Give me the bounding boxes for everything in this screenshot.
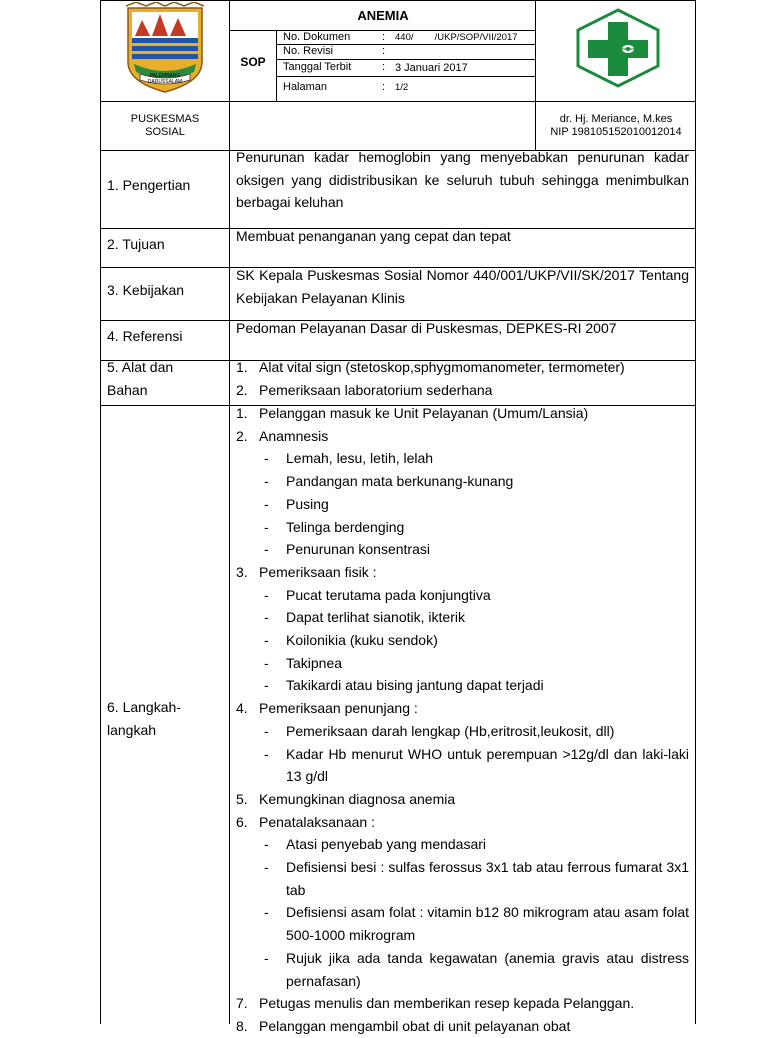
kebijakan-text: SK Kepala Puskesmas Sosial Nomor 440/001/UKP/VII/SK/2017 Tentang Kebijakan Pelayanan Klinis (236, 267, 689, 306)
label-alat-line-2: Bahan (107, 381, 148, 398)
langkah-list (236, 402, 689, 1038)
bullet-dash: - (264, 677, 269, 694)
sub-item (236, 606, 689, 629)
sub-item (236, 516, 689, 539)
list-text: Pemeriksaan laboratorium sederhana (259, 381, 493, 398)
signer-block (537, 113, 695, 139)
step-text: Pemeriksaan fisik : (259, 563, 377, 580)
bullet-dash: - (264, 495, 269, 512)
meta-separator: : (382, 81, 386, 93)
sub-item (236, 674, 689, 697)
sub-text: Takikardi atau bising jantung dapat terjadi (286, 677, 544, 694)
step-item (236, 402, 689, 425)
health-cross-logo (570, 8, 666, 88)
sub-item (236, 493, 689, 516)
sub-text: Penurunan konsentrasi (286, 541, 430, 558)
table-border-left (100, 0, 101, 1024)
sub-text: Pusing (286, 495, 329, 512)
bullet-dash: - (264, 609, 269, 626)
header-bottom-line (100, 101, 696, 102)
table-border-right (695, 0, 696, 1024)
sub-text: Pucat terutama pada konjungtiva (286, 586, 491, 603)
label-tujuan: 2. Tujuan (107, 236, 165, 252)
meta-label: No. Dokumen (283, 31, 351, 43)
step-number: 5. (236, 790, 248, 807)
bullet-dash: - (264, 586, 269, 603)
sub-item (236, 470, 689, 493)
signer-name: dr. Hj. Meriance, M.kes (559, 113, 673, 125)
step-item (236, 788, 689, 811)
meta-separator: : (382, 45, 386, 57)
sub-text: Takipnea (286, 654, 343, 671)
step-text: Kemungkinan diagnosa anemia (259, 790, 456, 807)
step-item (236, 425, 689, 448)
list-number: 2. (236, 381, 248, 398)
step-item (236, 697, 689, 720)
emblem-banner-text: PALEMBANG DARUSSALAM (147, 73, 183, 85)
bullet-dash: - (264, 836, 269, 853)
sub-text: Pemeriksaan darah lengkap (Hb,eritrosit,leukosit, dll) (286, 722, 615, 739)
label-column-divider (229, 0, 230, 1024)
meta-label: Halaman (283, 81, 328, 93)
meta-label: Tanggal Terbit (283, 61, 352, 73)
pengertian-text: Penurunan kadar hemoglobin yang menyebabkan penurunan kadar oksigen yang didistribusikan ke seluruh tubuh sehingga menimbulkan berbagai keluhan (236, 149, 689, 211)
sub-text: Telinga berdenging (286, 518, 405, 535)
sub-text: Pandangan mata berkunang-kunang (286, 473, 514, 490)
step-text: Pelanggan masuk ke Unit Pelayanan (Umum/Lansia) (259, 405, 589, 421)
document-title: ANEMIA (357, 8, 409, 23)
bullet-dash: - (264, 541, 269, 558)
bullet-dash: - (264, 473, 269, 490)
step-text: Petugas menulis dan memberikan resep kepada Pelanggan. (259, 995, 635, 1012)
sub-item (236, 629, 689, 652)
step-number: 7. (236, 995, 248, 1012)
sub-text: Defisiensi asam folat : vitamin b12 80 mikrogram atau asam folat 500-1000 mikrogram (286, 904, 689, 944)
meta-value: 440/ /UKP/SOP/VII/2017 (395, 32, 518, 43)
meta-separator: : (382, 61, 386, 73)
sub-item (236, 947, 689, 992)
signer-nip: NIP 198105152010012014 (550, 126, 682, 138)
sub-text: Lemah, lesu, letih, lelah (286, 450, 434, 467)
bullet-dash: - (264, 904, 269, 921)
label-referensi: 4. Referensi (107, 328, 183, 344)
step-number: 1. (236, 405, 248, 421)
label-pengertian: 1. Pengertian (107, 177, 191, 193)
label-alat-bahan (107, 356, 173, 401)
list-item (236, 379, 689, 402)
sub-item (236, 720, 689, 743)
sub-item (236, 652, 689, 675)
institution-line-1: PUSKESMAS (130, 113, 200, 125)
bullet-dash: - (264, 518, 269, 535)
step-item (236, 1015, 689, 1038)
sub-item (236, 743, 689, 788)
table-border-top (100, 0, 696, 1)
meta-divider-2 (276, 59, 536, 60)
list-text: Alat vital sign (stetoskop,sphygmomanometer, termometer) (259, 359, 625, 375)
bullet-dash: - (264, 859, 269, 876)
meta-divider-3 (276, 76, 536, 77)
sop-divider (276, 30, 277, 101)
sub-text: Rujuk jika ada tanda kegawatan (anemia gravis atau distress pernafasan) (286, 949, 689, 989)
bullet-dash: - (264, 722, 269, 739)
sub-item (236, 538, 689, 561)
step-text: Anamnesis (259, 427, 329, 444)
sub-item (236, 584, 689, 607)
label-langkah (107, 696, 181, 741)
step-number: 4. (236, 700, 248, 717)
bullet-dash: - (264, 450, 269, 467)
sub-item (236, 901, 689, 946)
list-number: 1. (236, 359, 248, 375)
meta-value: 1/2 (395, 82, 409, 93)
bullet-dash: - (264, 949, 269, 966)
label-langkah-line-1: 6. Langkah- (107, 699, 181, 715)
sub-item (236, 856, 689, 901)
step-text: Pelanggan mengambil obat di unit pelayanan obat (259, 1017, 571, 1034)
list-item (236, 356, 689, 379)
sub-text: Atasi penyebab yang mendasari (286, 836, 487, 853)
sub-item (236, 833, 689, 856)
label-alat-line-1: 5. Alat dan (107, 359, 174, 375)
meta-label: No. Revisi (283, 45, 334, 57)
label-langkah-line-2: langkah (107, 721, 157, 738)
bullet-dash: - (264, 745, 269, 762)
step-text: Penatalaksanaan : (259, 813, 375, 830)
meta-value: 3 Januari 2017 (395, 62, 468, 74)
sub-text: Defisiensi besi : sulfas ferossus 3x1 tab atau ferrous fumarat 3x1 tab (286, 859, 689, 898)
alat-list (236, 356, 689, 401)
label-kebijakan: 3. Kebijakan (107, 282, 185, 298)
step-item (236, 811, 689, 834)
bullet-dash: - (264, 654, 269, 671)
sub-text: Dapat terlihat sianotik, ikterik (286, 609, 465, 626)
step-text: Pemeriksaan penunjang : (259, 700, 418, 717)
sub-item (236, 447, 689, 470)
institution-name (104, 113, 226, 139)
sub-text: Kadar Hb menurut WHO untuk perempuan >12g/dl dan laki-laki 13 g/dl (286, 745, 689, 785)
sop-label: SOP (240, 55, 266, 69)
meta-separator: : (382, 31, 386, 43)
step-number: 6. (236, 813, 248, 830)
step-number: 3. (236, 563, 248, 580)
referensi-text: Pedoman Pelayanan Dasar di Puskesmas, DEPKES-RI 2007 (236, 320, 617, 336)
step-number: 2. (236, 427, 248, 444)
step-number: 8. (236, 1017, 248, 1034)
step-item (236, 561, 689, 584)
sop-document (100, 0, 696, 1034)
institution-line-2: SOSIAL (145, 126, 185, 138)
bullet-dash: - (264, 632, 269, 649)
sub-text: Koilonikia (kuku sendok) (286, 632, 438, 649)
tujuan-text: Membuat penanganan yang cepat dan tepat (236, 228, 511, 244)
step-item (236, 992, 689, 1015)
